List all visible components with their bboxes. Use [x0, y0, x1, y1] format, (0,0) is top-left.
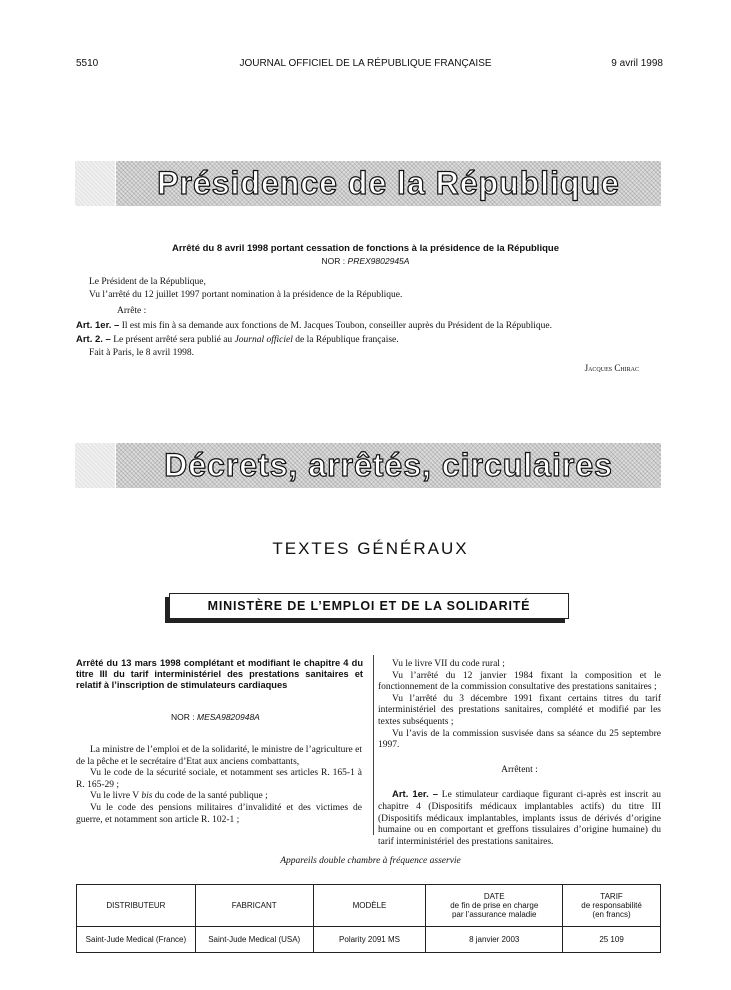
ministry-box [169, 593, 569, 619]
signature: Jacques Chirac [584, 363, 639, 373]
nor-line [0, 256, 731, 266]
col-header-fabricant: FABRICANT [195, 885, 313, 927]
col-header-modele: MODÈLE [313, 885, 426, 927]
cell-fabricant: Saint-Jude Medical (USA) [195, 927, 313, 953]
page-number: 5510 [76, 58, 99, 69]
paragraph: Vu le code de la sécurité sociale, et notamment ses articles R. 165-1 à R. 165-29 ; [76, 768, 362, 790]
journal-officiel-ref: Journal officiel [234, 335, 293, 345]
table-header-row [77, 885, 661, 927]
header-date: 9 avril 1998 [611, 58, 663, 69]
table-caption: Appareils double chambre à fréquence asservie [280, 856, 461, 866]
banner-decoration [75, 161, 115, 206]
decree-right-column [378, 659, 661, 848]
paragraph: Vu le code des pensions militaires d’invalidité et des victimes de guerre, et notamment son article R. 102-1 ; [76, 802, 362, 825]
col-header-date: DATE de fin de prise en charge par l’assurance maladie [426, 885, 563, 927]
decree-article-1 [378, 789, 661, 848]
cell-tarif: 25 109 [563, 927, 661, 953]
column-divider [373, 655, 374, 835]
nor-code: MESA9820948A [197, 712, 260, 722]
cell-distributeur: Saint-Jude Medical (France) [77, 927, 196, 953]
paragraph: La ministre de l’emploi et de la solidarité, le ministre de l’agriculture et de la pêche et le secrétaire d’Etat aux anciens combattants, [76, 745, 362, 767]
tarif-table [76, 884, 661, 953]
article-2: Art. 2. – Le présent arrêté sera publié au Journal officiel de la République française. [76, 334, 399, 345]
arrete-label: Arrête : [117, 306, 147, 316]
col-header-tarif: TARIF de responsabilité (en francs) [563, 885, 661, 927]
cell-date: 8 janvier 2003 [426, 927, 563, 953]
fait-a-paris: Fait à Paris, le 8 avril 1998. [89, 348, 195, 358]
preamble-line: Vu l’arrêté du 12 juillet 1997 portant nomination à la présidence de la République. [89, 290, 403, 300]
decree-nor [171, 712, 260, 722]
journal-title: JOURNAL OFFICIEL DE LA RÉPUBLIQUE FRANÇAISE [239, 58, 492, 69]
art1-text: Il est mis fin à sa demande aux fonctions de M. Jacques Toubon, conseiller auprès du Président de la République. [121, 321, 552, 331]
decrets-banner-text: Décrets, arrêtés, circulaires [164, 447, 613, 483]
paragraph: Vu l’avis de la commission susvisée dans sa séance du 25 septembre 1997. [378, 728, 661, 751]
col-header-distributeur: DISTRIBUTEUR [77, 885, 196, 927]
table-row [77, 927, 661, 953]
cell-modele: Polarity 2091 MS [313, 927, 426, 953]
arrete-body [89, 276, 649, 318]
article-1 [76, 319, 676, 333]
decree-left-column [76, 745, 362, 826]
nor-label: NOR : [321, 256, 346, 266]
arrete-title: Arrêté du 8 avril 1998 portant cessation de fonctions à la présidence de la République [172, 243, 559, 254]
art2-label: Art. 2. – [76, 334, 111, 345]
textes-generaux-heading: TEXTES GÉNÉRAUX [272, 539, 469, 558]
nor-label: NOR : [171, 712, 195, 722]
paragraph: Vu le livre VII du code rural ; [392, 659, 505, 669]
paragraph: Vu le livre V bis du code de la santé publique ; [90, 791, 268, 802]
nor-code: PREX9802945A [347, 256, 410, 266]
decree-title: Arrêté du 13 mars 1998 complétant et modifiant le chapitre 4 du titre III du tarif interministériel des prestations sanitaires et relatif à l’inscription de stimulateurs cardiaques [76, 658, 363, 690]
presidence-banner [116, 161, 661, 206]
paragraph: Vu l’arrêté du 12 janvier 1984 fixant la composition et le fonctionnement de la commission consultative des prestations sanitaires ; [378, 670, 661, 693]
art2-text: Le présent arrêté sera publié au [113, 335, 235, 345]
art1-text: Le stimulateur cardiaque figurant ci-après est inscrit au chapitre 4 (Dispositifs médicaux implantables actifs) du titre III (Dispositifs médicaux implantables, implants issus de dérivés d’origine humaine ou en comportant et greffons tissulaires d’origine humaine) du tarif interministériel des prestations sanitaires. [378, 790, 661, 847]
art1-label: Art. 1er. – [76, 320, 120, 331]
decrets-banner [116, 443, 661, 488]
ministry-name: MINISTÈRE DE L’EMPLOI ET DE LA SOLIDARITÉ [207, 599, 531, 613]
arretent-label: Arrêtent : [501, 764, 538, 775]
banner-decoration [75, 443, 115, 488]
art1-label: Art. 1er. – [392, 789, 439, 801]
paragraph: Vu l’arrêté du 3 décembre 1991 fixant certains titres du tarif interministériel des prestations sanitaires, complété et modifié par les textes subséquents ; [378, 693, 661, 727]
presidence-banner-text: Présidence de la République [157, 165, 620, 201]
preamble-line: Le Président de la République, [89, 277, 206, 287]
